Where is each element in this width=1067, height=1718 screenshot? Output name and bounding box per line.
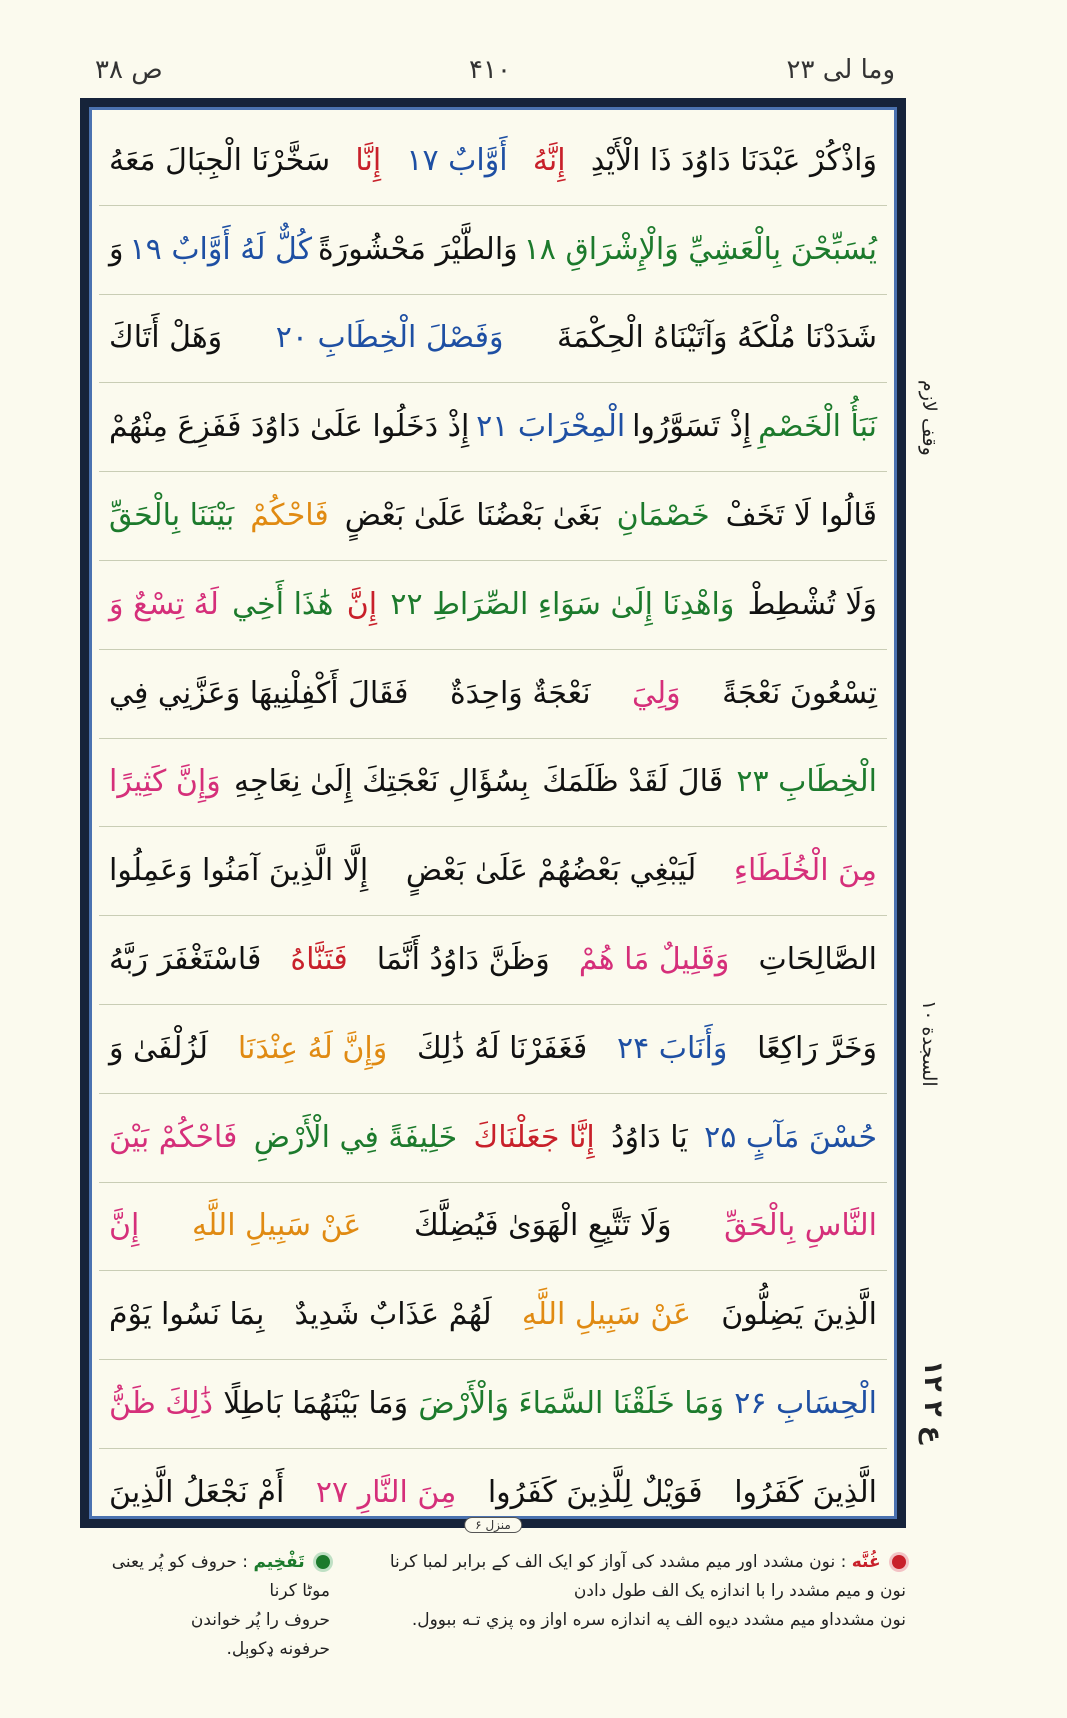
verse-segment: إِنَّا جَعَلْنَاكَ	[473, 1119, 595, 1155]
verse-segment: وَلِيَ	[632, 675, 681, 711]
green-bullet-icon	[316, 1555, 330, 1569]
verse-line	[99, 1360, 887, 1449]
red-bullet-icon	[892, 1555, 906, 1569]
page-number: ۴۱۰	[469, 55, 511, 85]
verse-segment: أَوَّابٌ ۱۷	[406, 142, 508, 178]
juz-label: وما لی ۲۳	[786, 55, 895, 85]
verse-segment: فَوَيْلٌ لِلَّذِينَ كَفَرُوا	[487, 1475, 703, 1511]
ruku-marker: ع ۲ ۱۲	[918, 1360, 948, 1444]
verse-segment: فَتَنَّاهُ	[290, 942, 348, 978]
verse-line	[99, 916, 887, 1005]
verse-segment: إِذْ تَسَوَّرُوا	[632, 409, 752, 445]
verse-segment: وَهَلْ أَتَاكَ	[109, 320, 223, 356]
verse-segment: إِنَّ	[109, 1208, 140, 1244]
verse-segment: نَعْجَةٌ وَاحِدَةٌ	[449, 675, 591, 711]
verse-segment: وَمَا خَلَقْنَا السَّمَاءَ وَالْأَرْضَ	[418, 1386, 724, 1422]
verse-segment: الْحِسَابِ ۲۶	[734, 1386, 877, 1422]
ghunna-desc-pashto: نون مشدداو میم مشدد دیوه الف په اندازه سره اواز وه پزي تـه ببوول.	[411, 1610, 906, 1630]
verse-segment: وَلَا تَتَّبِعِ الْهَوَىٰ فَيُضِلَّكَ	[413, 1208, 672, 1244]
verse-segment: خَصْمَانِ	[616, 498, 710, 534]
ghunna-desc-urdu: : نون مشدد اور میم مشدد کی آواز کو ایک الف کے برابر لمبا کرنا	[389, 1552, 847, 1572]
verse-segment: إِنَّا	[355, 142, 382, 178]
verse-segment: نَبَأُ الْخَصْمِ	[758, 409, 877, 445]
verse-segment: وَخَرَّ رَاكِعًا	[757, 1030, 877, 1066]
ghunna-legend	[386, 1548, 906, 1635]
verse-segment: مِنَ النَّارِ ۲۷	[315, 1475, 457, 1511]
verse-segment: النَّاسِ بِالْحَقِّ	[724, 1208, 877, 1244]
verse-segment: فَغَفَرْنَا لَهُ ذَٰلِكَ	[417, 1030, 588, 1066]
ghunna-term: غُنَّه	[851, 1552, 881, 1572]
verse-line	[99, 650, 887, 739]
verse-segment: وَإِنَّ لَهُ عِنْدَنَا	[237, 1030, 388, 1066]
verse-segment: هَٰذَا أَخِي	[232, 586, 334, 622]
verse-segment: إِلَّا الَّذِينَ آمَنُوا وَعَمِلُوا	[109, 853, 369, 889]
verse-line	[99, 295, 887, 384]
tafkheem-desc-urdu: : حروف کو پُر یعنی موٹا کرنا	[111, 1552, 330, 1601]
verse-segment: إِنَّ	[346, 586, 378, 622]
verse-line	[99, 117, 887, 206]
waqf-note: وقف لازم	[918, 380, 940, 456]
verse-line	[99, 739, 887, 828]
verse-segment: لَهُ تِسْعٌ وَ	[109, 586, 219, 622]
tajweed-legend	[80, 1548, 906, 1698]
verse-segment: وَاهْدِنَا إِلَىٰ سَوَاءِ الصِّرَاطِ ۲۲	[390, 586, 735, 622]
ghunna-desc-persian: نون و میم مشدد را با اندازه یک الف طول دادن	[573, 1581, 906, 1601]
verse-segment: فَاحْكُمْ	[250, 498, 329, 534]
verse-line	[99, 206, 887, 295]
quran-text-frame	[80, 98, 906, 1532]
verse-segment: وَفَصْلَ الْخِطَابِ ۲۰	[275, 320, 504, 356]
verse-segment: مِنَ الْخُلَطَاءِ	[733, 853, 877, 889]
verse-segment: لَهُمْ عَذَابٌ شَدِيدٌ	[294, 1297, 492, 1333]
verse-segment: وَإِنَّ كَثِيرًا	[109, 764, 221, 800]
tafkheem-desc-persian: حروف را پُر خواندن	[190, 1610, 330, 1630]
verse-segment: أَمْ نَجْعَلُ الَّذِينَ	[109, 1475, 285, 1511]
verse-segment: وَ	[109, 231, 124, 267]
verse-segment: إِذْ دَخَلُوا عَلَىٰ دَاوُدَ فَفَزِعَ مِنْهُمْ	[109, 409, 470, 445]
tafkheem-legend	[80, 1548, 330, 1664]
verse-segment: الْمِحْرَابَ ۲۱	[476, 409, 626, 445]
verse-segment: حُسْنَ مَآبٍ ۲۵	[704, 1119, 877, 1155]
tafkheem-desc-pashto: حرفونه ډکوېل.	[226, 1639, 330, 1659]
manzil-badge: منزل ۶	[464, 1517, 522, 1533]
verse-segment: شَدَدْنَا مُلْكَهُ وَآتَيْنَاهُ الْحِكْمَةَ	[557, 320, 877, 356]
verse-segment: وَاذْكُرْ عَبْدَنَا دَاوُدَ ذَا الْأَيْدِ	[590, 142, 877, 178]
verse-segment: كُلٌّ لَهُ أَوَّابٌ ۱۹	[129, 231, 313, 267]
verse-segment: وَظَنَّ دَاوُدُ أَنَّمَا	[376, 942, 550, 978]
verse-line	[99, 1271, 887, 1360]
surah-label: ص ۳۸	[95, 55, 163, 85]
verse-segment: لَيَبْغِي بَعْضُهُمْ عَلَىٰ بَعْضٍ	[405, 853, 697, 889]
sajdah-note: السجدة ۱۰	[918, 1000, 940, 1087]
verse-line	[99, 1005, 887, 1094]
verse-segment: الصَّالِحَاتِ	[758, 942, 877, 978]
verse-segment: الْخِطَابِ ۲۳	[736, 764, 877, 800]
verse-segment: يَا دَاوُدُ	[611, 1119, 688, 1155]
verse-segment: خَلِيفَةً فِي الْأَرْضِ	[253, 1119, 458, 1155]
verse-line	[99, 1094, 887, 1183]
verse-segment: بَغَىٰ بَعْضُنَا عَلَىٰ بَعْضٍ	[344, 498, 601, 534]
verse-line	[99, 827, 887, 916]
verse-segment: ذَٰلِكَ ظَنُّ	[109, 1386, 214, 1422]
verse-segment: لَزُلْفَىٰ وَ	[109, 1030, 209, 1066]
verse-segment: فَقَالَ أَكْفِلْنِيهَا وَعَزَّنِي فِي	[109, 675, 409, 711]
verse-line	[99, 383, 887, 472]
verse-segment: فَاحْكُمْ بَيْنَ	[109, 1119, 238, 1155]
page-header	[85, 55, 895, 100]
verse-segment: قَالَ لَقَدْ ظَلَمَكَ	[542, 764, 724, 800]
verse-segment: الَّذِينَ كَفَرُوا	[734, 1475, 877, 1511]
verse-segment: عَنْ سَبِيلِ اللَّهِ	[192, 1208, 362, 1244]
verse-segment: إِنَّهُ	[532, 142, 566, 178]
verse-segment: سَخَّرْنَا الْجِبَالَ مَعَهُ	[109, 142, 331, 178]
verse-line	[99, 1183, 887, 1272]
verse-segment: تِسْعُونَ نَعْجَةً	[722, 675, 877, 711]
verse-lines	[99, 117, 887, 1511]
verse-segment: وَمَا بَيْنَهُمَا بَاطِلًا	[223, 1386, 409, 1422]
verse-segment: وَالطَّيْرَ مَحْشُورَةً	[318, 231, 518, 267]
verse-segment: يُسَبِّحْنَ بِالْعَشِيِّ وَالْإِشْرَاقِ ۱۸	[523, 231, 877, 267]
verse-segment: بَيْنَنَا بِالْحَقِّ	[109, 498, 235, 534]
verse-line	[99, 561, 887, 650]
verse-segment: عَنْ سَبِيلِ اللَّهِ	[521, 1297, 692, 1333]
verse-segment: قَالُوا لَا تَخَفْ	[725, 498, 877, 534]
verse-line	[99, 472, 887, 561]
verse-segment: بِسُؤَالِ نَعْجَتِكَ إِلَىٰ نِعَاجِهِ	[233, 764, 529, 800]
verse-segment: بِمَا نَسُوا يَوْمَ	[109, 1297, 265, 1333]
verse-segment: فَاسْتَغْفَرَ رَبَّهُ	[109, 942, 262, 978]
verse-segment: وَلَا تُشْطِطْ	[747, 586, 877, 622]
tafkheem-term: تَفْخِيم	[253, 1552, 305, 1572]
verse-segment: وَقَلِيلٌ مَا هُمْ	[578, 942, 730, 978]
verse-segment: وَأَنَابَ ۲۴	[617, 1030, 728, 1066]
verse-segment: الَّذِينَ يَضِلُّونَ	[721, 1297, 877, 1333]
